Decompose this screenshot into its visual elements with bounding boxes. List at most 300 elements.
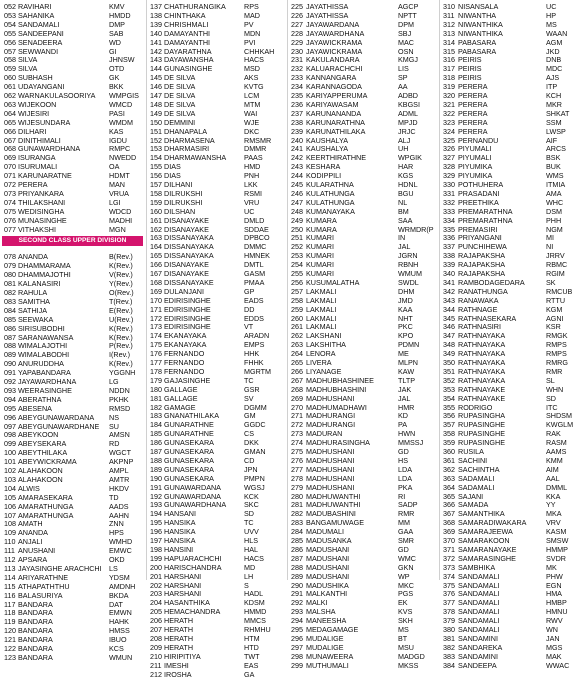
list-item	[443, 296, 584, 305]
entry-number: 284	[291, 527, 303, 537]
entry-number: 243	[291, 162, 303, 172]
entry-name: KULATHUNGA	[306, 188, 355, 198]
entry-name: SANDAMALI	[458, 598, 500, 608]
entry-number: 085	[4, 314, 16, 324]
entry-number: 055	[4, 28, 16, 38]
list-item	[4, 617, 144, 626]
entry-name: RATHNAYAKE	[458, 393, 506, 403]
list-item	[443, 581, 584, 590]
entry-name: DAMAYANTHI	[164, 37, 211, 47]
entry-initials: LIS	[398, 64, 409, 74]
list-item	[291, 189, 437, 198]
list-item	[291, 180, 437, 189]
entry-name: GNANATHILAKA	[164, 411, 219, 421]
entry-initials: RSMI	[244, 188, 262, 198]
entry-number: 351	[443, 366, 455, 376]
entry-initials: SAB	[109, 28, 124, 38]
entry-initials: WGSJ	[244, 482, 265, 492]
entry-number: 331	[443, 188, 455, 198]
entry-initials: JMD	[398, 295, 413, 305]
entry-initials: DD	[244, 304, 255, 314]
entry-number: 087	[4, 332, 16, 342]
entry-name: DILRUKSHI	[164, 197, 203, 207]
entry-initials: MAC	[398, 37, 414, 47]
entry-name: HASANTHIKA	[164, 598, 210, 608]
list-item	[443, 349, 584, 358]
entry-initials: BM	[398, 206, 409, 216]
list-item	[4, 100, 144, 109]
list-item	[291, 73, 437, 82]
list-item	[150, 563, 285, 572]
entry-initials: MI	[546, 233, 554, 243]
entry-number: 271	[291, 411, 303, 421]
entry-name: ANUSHANI	[18, 546, 56, 556]
entry-initials: WMC	[398, 553, 416, 563]
list-item	[150, 456, 285, 465]
entry-initials: WHC	[546, 197, 564, 207]
entry-name: RAJAPAKSHA	[458, 251, 505, 261]
list-item	[443, 269, 584, 278]
entry-initials: HACS	[244, 55, 264, 65]
entry-initials: EDDS	[244, 313, 264, 323]
entry-number: 341	[443, 277, 455, 287]
entry-initials: KBGSI	[398, 99, 420, 109]
list-item	[443, 554, 584, 563]
entry-name: MADHUSHANI	[306, 447, 355, 456]
list-item	[4, 333, 144, 342]
entry-name: PREMARATHNA	[458, 206, 513, 216]
entry-name: DINITHIMALI	[18, 135, 61, 145]
entry-number: 337	[443, 242, 455, 252]
entry-initials: UC	[244, 206, 255, 216]
entry-initials: T(Rev.)	[109, 296, 133, 306]
entry-number: 108	[4, 519, 16, 529]
entry-name: KALANASIRI	[18, 279, 61, 289]
entry-name: PUNCHIHEWA	[458, 242, 507, 252]
list-item	[4, 270, 144, 279]
entry-name: SADAMALI	[458, 473, 495, 483]
entry-name: SAJANI	[458, 491, 484, 501]
entry-initials: HPS	[109, 528, 124, 538]
entry-number: 311	[443, 10, 455, 20]
entry-number: 173	[150, 322, 162, 332]
entry-number: 109	[4, 528, 16, 538]
entry-number: 315	[443, 46, 455, 56]
list-item	[443, 225, 584, 234]
entry-initials: GSR	[244, 384, 260, 394]
entry-initials: OKD	[109, 555, 125, 564]
entry-name: HANSIKA	[164, 536, 196, 545]
entry-number: 091	[4, 368, 16, 378]
entry-name: RUPASINGHA	[458, 411, 505, 421]
entry-number: 363	[443, 473, 455, 483]
entry-initials: HDMT	[109, 171, 130, 181]
list-item	[443, 305, 584, 314]
entry-initials: DKK	[244, 438, 259, 448]
entry-number: 256	[291, 277, 303, 287]
entry-number: 332	[443, 197, 455, 207]
entry-number: 279	[291, 482, 303, 492]
entry-name: ABEYGUNAWARDANA	[18, 412, 95, 422]
entry-initials: TWT	[244, 651, 260, 661]
entry-initials: DSM	[546, 206, 562, 216]
entry-number: 353	[443, 384, 455, 394]
list-item	[4, 635, 144, 644]
entry-name: RUPASINGHE	[458, 438, 505, 448]
list-item	[443, 509, 584, 518]
entry-initials: IN	[398, 233, 406, 243]
entry-number: 208	[150, 633, 162, 643]
entry-number: 281	[291, 500, 303, 510]
entry-name: THILAKSHANI	[18, 197, 66, 207]
entry-name: RATHNAYAKA	[458, 366, 506, 376]
entry-number: 296	[291, 633, 303, 643]
entry-initials: SD	[546, 393, 556, 403]
entry-number: 052	[4, 2, 16, 11]
entry-number: 153	[150, 144, 162, 154]
entry-name: KARUNARATHNA	[306, 117, 365, 127]
entry-initials: RMR	[398, 509, 415, 519]
list-item	[443, 322, 584, 331]
list-item	[150, 278, 285, 287]
entry-number: 269	[291, 393, 303, 403]
list-item	[443, 100, 584, 109]
entry-initials: DKC	[244, 126, 260, 136]
entry-number: 099	[4, 439, 16, 449]
list-item	[150, 198, 285, 207]
entry-number: 373	[443, 562, 455, 572]
entry-number: 376	[443, 589, 455, 599]
entry-number: 169	[150, 286, 162, 296]
entry-initials: AAMS	[546, 447, 567, 456]
entry-initials: RMCUB	[546, 286, 573, 296]
list-item	[4, 225, 144, 234]
list-item	[443, 55, 584, 64]
entry-name: DISSANAYAKE	[164, 277, 214, 287]
entry-initials: PVI	[244, 37, 256, 47]
entry-number: 177	[150, 358, 162, 367]
list-item	[4, 457, 144, 466]
column-divider	[439, 0, 440, 580]
entry-initials: P(Rev.)	[109, 341, 133, 351]
entry-name: DISSANAYAKA	[164, 242, 214, 252]
entry-name: PIYUMALI	[458, 144, 492, 154]
entry-name: JAYAWARDHANA	[18, 377, 77, 386]
list-item	[443, 420, 584, 429]
entry-number: 230	[291, 46, 303, 56]
entry-number: 104	[4, 483, 16, 493]
list-item	[150, 73, 285, 82]
entry-name: SAMARAJEEWA	[458, 527, 513, 537]
list-item	[150, 29, 285, 38]
entry-name: DAYARATHNA	[164, 46, 212, 56]
list-item	[150, 162, 285, 171]
entry-name: MALSHA	[306, 607, 336, 617]
list-item	[443, 518, 584, 527]
entry-initials: GM	[244, 411, 256, 421]
entry-name: GAMAGE	[164, 402, 196, 412]
entry-initials: WD	[109, 37, 121, 47]
entry-number: 350	[443, 358, 455, 367]
entry-name: ABEYSEKARA	[18, 439, 67, 449]
entry-number: 252	[291, 242, 303, 252]
entry-initials: PV	[244, 19, 254, 29]
entry-initials: EK	[398, 598, 408, 608]
entry-name: GUNAWARDANA	[164, 482, 221, 492]
entry-initials: MM	[398, 518, 410, 528]
entry-number: 280	[291, 491, 303, 501]
entry-name: RAJAPAKSHA	[458, 260, 505, 270]
entry-initials: LS	[109, 563, 118, 573]
entry-initials: JKD	[546, 46, 560, 56]
list-item	[443, 616, 584, 625]
entry-name: NISANSALA	[458, 2, 499, 11]
entry-number: 159	[150, 197, 162, 207]
entry-name: MADUSHIKA	[306, 580, 349, 590]
list-item	[291, 607, 437, 616]
entry-initials: JAN	[546, 633, 560, 643]
entry-name: FERNANDO	[164, 349, 205, 359]
entry-number: 194	[150, 509, 162, 519]
entry-initials: SVDR	[546, 553, 566, 563]
entry-initials: IGDU	[109, 135, 127, 145]
list-item	[291, 563, 437, 572]
entry-name: JAYAWARDHANA	[306, 28, 365, 38]
list-item	[150, 545, 285, 554]
list-item	[150, 483, 285, 492]
entry-name: EDIRISINGHE	[164, 313, 211, 323]
entry-initials: K(Rev.)	[109, 359, 133, 369]
entry-number: 163	[150, 233, 162, 243]
list-item	[291, 331, 437, 340]
entry-number: 210	[150, 651, 162, 661]
list-item	[4, 297, 144, 306]
list-item	[291, 55, 437, 64]
entry-name: BANDARA	[18, 652, 53, 662]
entry-name: ABEYTHILAKA	[18, 448, 68, 458]
entry-initials: JAK	[398, 384, 412, 394]
entry-initials: WWAC	[546, 660, 570, 670]
entry-number: 093	[4, 385, 16, 395]
entry-name: GUNAWARDHANA	[18, 144, 81, 154]
entry-initials: HMR	[398, 402, 415, 412]
entry-initials: ITC	[546, 402, 558, 412]
entry-name: KUMARI	[306, 251, 334, 261]
list-item	[291, 198, 437, 207]
entry-number: 272	[291, 420, 303, 430]
list-item	[291, 420, 437, 429]
entry-initials: KAW	[398, 366, 415, 376]
entry-initials: DHM	[398, 286, 415, 296]
entry-initials: RASM	[546, 438, 567, 448]
entry-name: DHAMMARAMA	[18, 261, 71, 271]
list-item	[4, 315, 144, 324]
list-item	[4, 430, 144, 439]
list-item	[4, 261, 144, 270]
entry-number: 101	[4, 457, 16, 467]
entry-name: PERERA	[458, 117, 488, 127]
entry-initials: MPJD	[398, 117, 418, 127]
list-item	[4, 91, 144, 100]
list-item	[443, 233, 584, 242]
entry-number: 103	[4, 474, 16, 484]
list-item	[4, 82, 144, 91]
entry-number: 236	[291, 99, 303, 109]
entry-name: RATHNAYAKA	[458, 340, 506, 350]
entry-number: 227	[291, 19, 303, 29]
entry-initials: DPBCO	[244, 233, 270, 243]
list-item	[150, 64, 285, 73]
entry-name: ABERATHNA	[18, 394, 62, 404]
list-item	[150, 554, 285, 563]
list-item	[4, 47, 144, 56]
entry-number: 274	[291, 438, 303, 448]
entry-initials: LDA	[398, 464, 412, 474]
entry-number: 355	[443, 402, 455, 412]
entry-number: 205	[150, 607, 162, 617]
list-item	[443, 411, 584, 420]
entry-initials: ARADN	[244, 331, 270, 341]
entry-name: KARUNATHILAKA	[306, 126, 366, 136]
entry-name: BANDARA	[18, 599, 53, 609]
entry-name: PRASADANI	[458, 188, 500, 198]
entry-initials: NGM	[546, 224, 563, 234]
entry-name: MADUSHANI	[306, 553, 350, 563]
entry-name: ISURUMALI	[18, 162, 58, 172]
entry-name: DISANAYAKE	[164, 260, 209, 270]
list-item	[150, 634, 285, 643]
entry-number: 293	[291, 607, 303, 617]
entry-initials: MGN	[109, 224, 126, 234]
list-item	[443, 127, 584, 136]
entry-name: DHARMAWANSHA	[164, 153, 227, 163]
entry-name: DE SILVA	[164, 82, 196, 92]
list-item	[291, 162, 437, 171]
entry-name: RATHNAYAKE	[458, 384, 506, 394]
entry-name: JAYAWARDANA	[306, 19, 360, 29]
entry-initials: GK	[109, 73, 120, 83]
entry-initials: KMM	[546, 455, 563, 465]
list-item	[4, 368, 144, 377]
entry-name: PEIRIS	[458, 55, 482, 65]
list-item	[150, 144, 285, 153]
entry-name: ABEYGUNAWARDHANE	[18, 421, 100, 431]
entry-initials: JHNSW	[109, 55, 135, 65]
entry-number: 083	[4, 296, 16, 306]
list-item	[150, 403, 285, 412]
entry-initials: MKR	[546, 99, 562, 109]
entry-initials: AGNI	[546, 313, 564, 323]
entry-number: 289	[291, 571, 303, 581]
list-item	[291, 144, 437, 153]
entry-initials: DMML	[546, 482, 568, 492]
entry-number: 324	[443, 126, 455, 136]
list-item	[150, 260, 285, 269]
entry-initials: RPS	[244, 2, 259, 11]
entry-number: 188	[150, 455, 162, 465]
list-item	[150, 127, 285, 136]
entry-initials: IBUO	[109, 635, 127, 645]
list-item	[150, 420, 285, 429]
entry-number: 192	[150, 491, 162, 501]
list-item	[150, 447, 285, 456]
entry-initials: PKA	[398, 482, 413, 492]
entry-initials: SKH	[398, 616, 413, 626]
entry-number: 268	[291, 384, 303, 394]
list-item	[4, 29, 144, 38]
entry-initials: KKA	[546, 491, 561, 501]
entry-initials: MMCS	[244, 616, 266, 626]
list-item	[443, 340, 584, 349]
entry-name: MALKANTHI	[306, 589, 348, 599]
list-item	[291, 278, 437, 287]
entry-number: 294	[291, 616, 303, 626]
entry-name: RODRIGO	[458, 402, 493, 412]
entry-name: PERERA	[18, 180, 48, 189]
entry-initials: YGGNH	[109, 368, 136, 378]
list-item	[291, 314, 437, 323]
entry-name: GUNASEKARA	[164, 464, 214, 474]
entry-initials: OSN	[398, 46, 414, 56]
entry-name: HANSANI	[164, 509, 196, 519]
entry-number: 273	[291, 429, 303, 439]
entry-name: HERATH	[164, 633, 194, 643]
entry-number: 118	[4, 608, 16, 618]
entry-initials: KMV	[109, 2, 125, 11]
entry-number: 237	[291, 108, 303, 118]
list-item	[150, 670, 285, 679]
list-item	[150, 82, 285, 91]
entry-number: 074	[4, 197, 16, 207]
entry-number: 186	[150, 438, 162, 448]
entry-name: KEERTHIRATHNE	[306, 153, 367, 163]
list-item	[150, 269, 285, 278]
entry-initials: LCM	[244, 91, 260, 100]
list-item	[443, 598, 584, 607]
entry-name: DAMAYANTHI	[164, 28, 211, 38]
entry-number: 286	[291, 544, 303, 554]
entry-number: 292	[291, 598, 303, 608]
entry-name: KUSUMALATHA	[306, 277, 360, 287]
entry-name: SANDAREKA	[458, 642, 503, 652]
entry-initials: LGI	[109, 197, 121, 207]
entry-number: 187	[150, 447, 162, 456]
entry-initials: B(Rev.)	[109, 252, 133, 262]
entry-number: 366	[443, 500, 455, 510]
list-item	[443, 118, 584, 127]
entry-name: ABEYKOON	[18, 430, 59, 440]
entry-name: CHINTHAKA	[164, 10, 206, 20]
entry-name: RAMBODAGEDARA	[458, 277, 525, 287]
entry-initials: DMLD	[244, 215, 265, 225]
entry-name: MADHUBHASHINEE	[306, 375, 374, 385]
entry-initials: TLTP	[398, 375, 416, 385]
entry-initials: HAHK	[109, 617, 129, 627]
entry-number: 249	[291, 215, 303, 225]
entry-number: 102	[4, 466, 16, 475]
entry-number: 076	[4, 215, 16, 225]
entry-name: ALAHAKOON	[18, 466, 63, 475]
list-item	[4, 252, 144, 261]
entry-initials: E(Rev.)	[109, 305, 133, 315]
entry-number: 175	[150, 340, 162, 350]
list-item	[150, 367, 285, 376]
entry-initials: BUK	[546, 162, 561, 172]
entry-number: 258	[291, 295, 303, 305]
entry-initials: HADL	[244, 589, 264, 599]
entry-initials: HHK	[244, 349, 260, 359]
list-item	[291, 296, 437, 305]
